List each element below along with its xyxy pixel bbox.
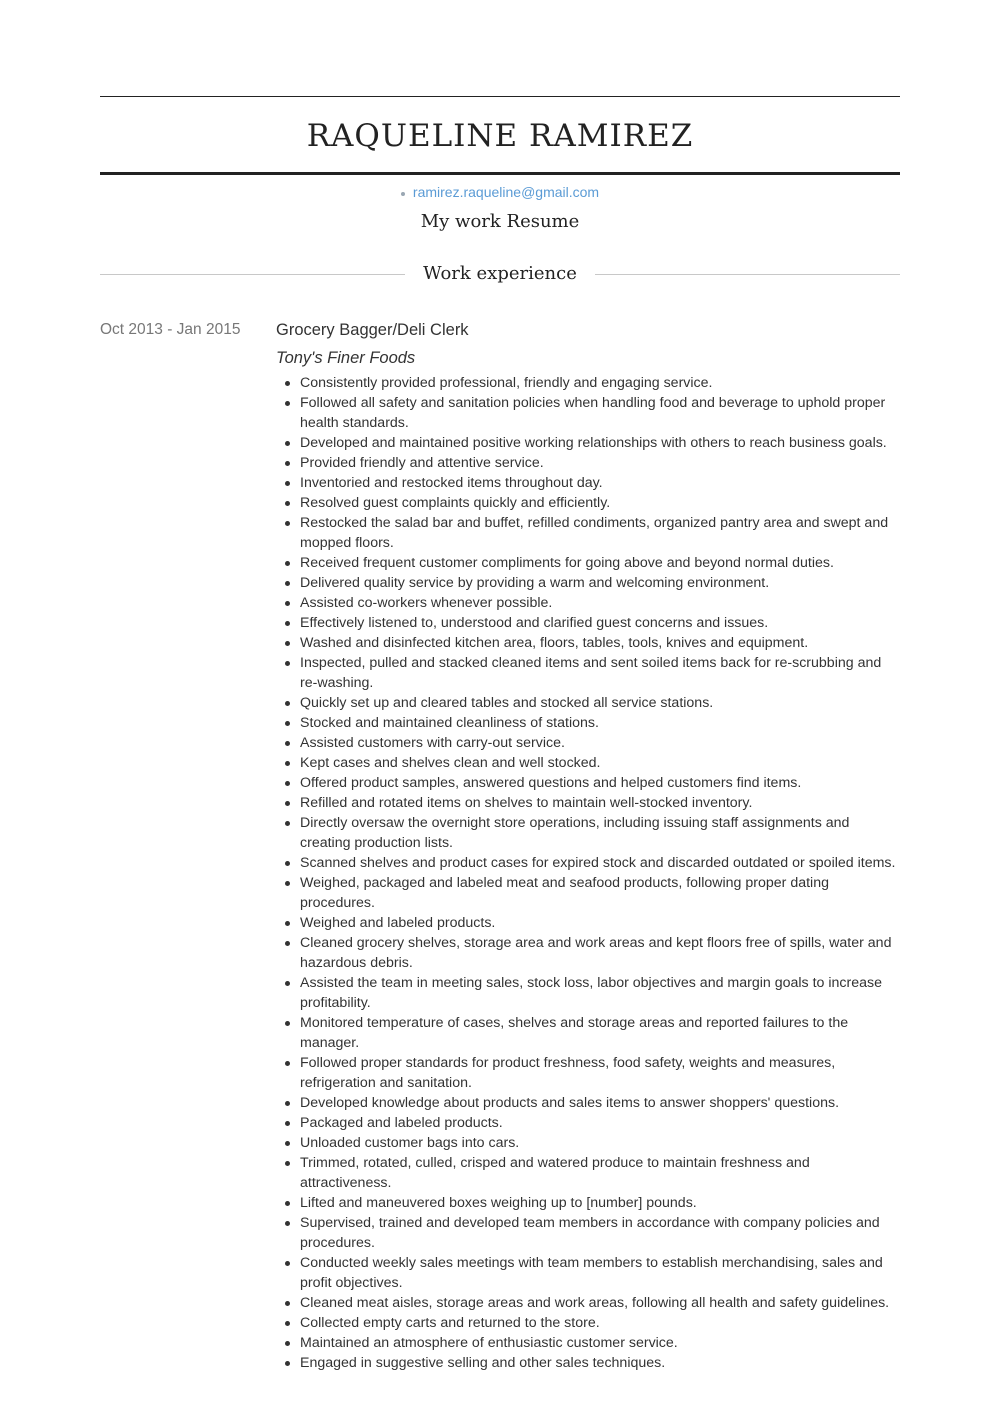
top-divider [100,96,900,97]
job-title: Grocery Bagger/Deli Clerk [276,321,469,339]
resume-page [100,96,900,1373]
list-item: Stocked and maintained cleanliness of stations. [300,713,900,733]
list-item: Inspected, pulled and stacked cleaned items and sent soiled items back for re-scrubbing and re-washing. [300,653,900,693]
list-item: Weighed, packaged and labeled meat and seafood products, following proper dating procedures. [300,873,900,913]
list-item: Delivered quality service by providing a warm and welcoming environment. [300,573,900,593]
list-item: Lifted and maneuvered boxes weighing up to [number] pounds. [300,1193,900,1213]
contact-line [100,182,900,202]
list-item: Cleaned grocery shelves, storage area and work areas and kept floors free of spills, water and hazardous debris. [300,933,900,973]
list-item: Inventoried and restocked items throughout day. [300,473,900,493]
list-item: Weighed and labeled products. [300,913,900,933]
list-item: Followed proper standards for product freshness, food safety, weights and measures, refrigeration and sanitation. [300,1053,900,1093]
list-item: Restocked the salad bar and buffet, refilled condiments, organized pantry area and swept and mopped floors. [300,513,900,553]
list-item: Cleaned meat aisles, storage areas and work areas, following all health and safety guidelines. [300,1293,900,1313]
list-item: Developed knowledge about products and sales items to answer shoppers' questions. [300,1093,900,1113]
list-item: Unloaded customer bags into cars. [300,1133,900,1153]
list-item: Kept cases and shelves clean and well stocked. [300,753,900,773]
list-item: Monitored temperature of cases, shelves and storage areas and reported failures to the manager. [300,1013,900,1053]
list-item: Directly oversaw the overnight store operations, including issuing staff assignments and creating production lists. [300,813,900,853]
name-divider [100,172,900,175]
email-link[interactable]: ramirez.raqueline@gmail.com [412,184,600,200]
candidate-name: RAQUELINE RAMIREZ [306,118,694,154]
job-dates: Oct 2013 - Jan 2015 [100,321,241,338]
email-bullet-icon [401,192,405,196]
list-item: Washed and disinfected kitchen area, floors, tables, tools, knives and equipment. [300,633,900,653]
job-duties-list [276,373,900,1373]
list-item: Assisted customers with carry-out service. [300,733,900,753]
job-entry [100,315,900,1373]
list-item: Assisted the team in meeting sales, stock loss, labor objectives and margin goals to increase profitability. [300,973,900,1013]
section-title: Work experience [423,263,577,284]
list-item: Engaged in suggestive selling and other sales techniques. [300,1353,900,1373]
section-heading-work-experience [100,259,900,289]
list-item: Supervised, trained and developed team members in accordance with company policies and procedures. [300,1213,900,1253]
list-item: Resolved guest complaints quickly and efficiently. [300,493,900,513]
list-item: Assisted co-workers whenever possible. [300,593,900,613]
list-item: Effectively listened to, understood and clarified guest concerns and issues. [300,613,900,633]
list-item: Provided friendly and attentive service. [300,453,900,473]
list-item: Consistently provided professional, friendly and engaging service. [300,373,900,393]
section-rule-left [100,274,405,275]
list-item: Offered product samples, answered questions and helped customers find items. [300,773,900,793]
list-item: Received frequent customer compliments for going above and beyond normal duties. [300,553,900,573]
list-item: Developed and maintained positive working relationships with others to reach business goals. [300,433,900,453]
list-item: Trimmed, rotated, culled, crisped and watered produce to maintain freshness and attractiveness. [300,1153,900,1193]
list-item: Packaged and labeled products. [300,1113,900,1133]
section-rule-right [595,274,900,275]
list-item: Conducted weekly sales meetings with team members to establish merchandising, sales and profit objectives. [300,1253,900,1293]
list-item: Refilled and rotated items on shelves to maintain well-stocked inventory. [300,793,900,813]
list-item: Quickly set up and cleared tables and stocked all service stations. [300,693,900,713]
job-company: Tony's Finer Foods [276,349,416,367]
list-item: Followed all safety and sanitation policies when handling food and beverage to uphold proper health standards. [300,393,900,433]
job-body [276,315,900,1373]
resume-headline: My work Resume [420,211,580,232]
list-item: Maintained an atmosphere of enthusiastic customer service. [300,1333,900,1353]
list-item: Collected empty carts and returned to the store. [300,1313,900,1333]
list-item: Scanned shelves and product cases for expired stock and discarded outdated or spoiled items. [300,853,900,873]
